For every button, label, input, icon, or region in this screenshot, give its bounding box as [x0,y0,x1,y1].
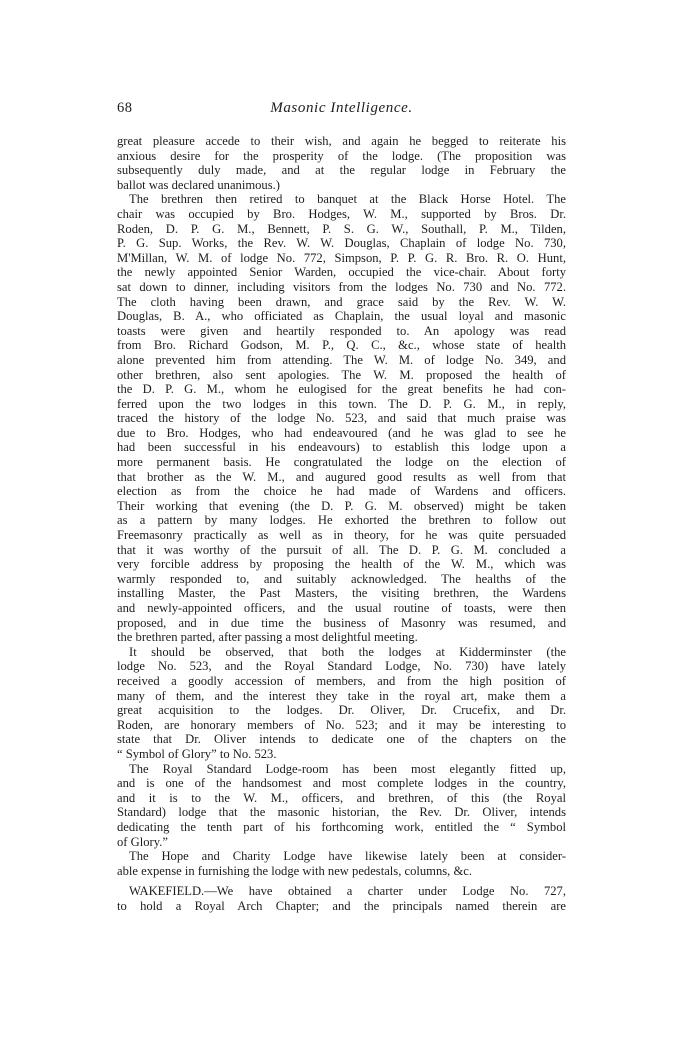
text-line: The Hope and Charity Lodge have likewise lately been at consider- [129,849,566,864]
text-line: dedicating the tenth part of his forthcoming work, entitled the “ Symbol [117,819,566,834]
paragraph-lodge-ballot [117,134,566,192]
text-line: great acquisition to the lodges. Dr. Oliver, Dr. Crucefix, and Dr. [117,703,566,718]
paragraph-royal-standard [117,762,566,850]
paragraph-kidderminster [117,645,566,762]
text-line: Standard) lodge that the masonic historian, the Rev. Dr. Oliver, intends [117,805,566,820]
text-line: Their working that evening (the D. P. G. M. observed) might be taken [117,498,566,513]
text-line: the D. P. G. M., whom he eulogised for the great benefits he had con- [117,382,566,397]
text-line: traced the history of the lodge No. 523, and said that much praise was [117,411,566,426]
paragraph-hope-and-charity [117,849,566,878]
text-line: great pleasure accede to their wish, and again he begged to reiterate his [117,134,566,148]
text-line: P. G. Sup. Works, the Rev. W. W. Douglas, Chaplain of lodge No. 730, [117,236,566,251]
page-number: 68 [117,100,133,116]
text-line: able expense in furnishing the lodge with new pedestals, columns, &c. [117,863,472,878]
text-line: election as from the choice he had made of Wardens and officers. [117,484,566,499]
text-line: ferred upon the two lodges in this town. The D. P. G. M., in reply, [117,396,566,411]
text-line: had been successful in his endeavours) to establish this lodge upon a [117,440,566,455]
text-line: The cloth having been drawn, and grace said by the Rev. W. W. [117,294,566,309]
text-line: state that Dr. Oliver intends to dedicate one of the chapters on the [117,732,566,747]
text-line: chair was occupied by Bro. Hodges, W. M., supported by Bros. Dr. [117,206,566,221]
text-line: that brother as the W. M., and augured good results as well from that [117,469,566,484]
text-line: as a pattern by many lodges. He exhorted the brethren to follow out [117,513,566,528]
text-line: subsequently duly made, and at the regular lodge in February the [117,163,566,178]
text-line: of Glory.” [117,834,168,849]
text-line: sat down to dinner, including visitors from the lodges No. 730 and No. 772. [117,279,566,294]
text-line: other brethren, also sent apologies. The W. M. proposed the health of [117,367,566,382]
text-line: more permanent basis. He congratulated the lodge on the election of [117,455,566,470]
paragraph-banquet [117,192,566,644]
text-line: ballot was declared unanimous.) [117,177,280,192]
text-line: M'Millan, W. M. of lodge No. 772, Simpson, P. P. G. R. Bro. R. O. Hunt, [117,250,566,265]
text-line: installing Master, the Past Masters, the visiting brethren, the Wardens [117,586,566,601]
text-line: and newly-appointed officers, and the usual routine of toasts, were then [117,601,566,615]
text-line: from Bro. Richard Godson, M. P., Q. C., &c., whose state of health [117,338,566,353]
text-line: Roden, are honorary members of No. 523; and it may be interesting to [117,717,566,732]
text-line: anxious desire for the prosperity of the lodge. (The proposition was [117,148,566,163]
text-line: to hold a Royal Arch Chapter; and the principals named therein are [117,898,566,913]
text-line: Douglas, B. A., who officiated as Chaplain, the usual loyal and masonic [117,309,566,324]
running-title: Masonic Intelligence. [270,100,413,116]
text-line: the brethren parted, after passing a most delightful meeting. [117,630,418,645]
text-line: The Royal Standard Lodge-room has been most elegantly fitted up, [129,761,566,776]
text-line: The brethren then retired to banquet at the Black Horse Hotel. The [129,192,566,207]
running-head [117,100,566,122]
text-line: and is one of the handsomest and most complete lodges in the country, [117,776,566,791]
paragraph-wakefield [117,884,566,913]
text-line: many of them, and the interest they take in the royal art, make them a [117,688,566,703]
text-line: Freemasonry practically as well as in theory, for he was quite persuaded [117,528,566,543]
text-line: warmly responded to, and suitably acknowledged. The healths of the [117,571,566,586]
text-line: that it was worthy of the pursuit of all. The D. P. G. M. concluded a [117,542,566,557]
text-line: “ Symbol of Glory” to No. 523. [117,746,277,761]
text-line: proposed, and in due time the business of Masonry was resumed, and [117,615,566,630]
text-line: lodge No. 523, and the Royal Standard Lodge, No. 730) have lately [117,659,566,674]
article-body [117,134,566,913]
text-line: due to Bro. Hodges, who had endeavoured (and he was glad to see he [117,425,566,440]
text-line: and it is to the W. M., officers, and brethren, of this (the Royal [117,790,566,805]
text-line: the newly appointed Senior Warden, occupied the vice-chair. About forty [117,265,566,280]
text-line: very forcible address by proposing the health of the W. M., which was [117,557,566,572]
text-line: Roden, D. P. G. M., Bennett, P. S. G. W., Southall, P. M., Tilden, [117,221,566,236]
text-line: received a goodly accession of members, and from the high position of [117,673,566,688]
text-line: It should be observed, that both the lodges at Kidderminster (the [129,644,566,659]
text-line: alone prevented him from attending. The W. M. of lodge No. 349, and [117,352,566,367]
text-line: toasts were given and heartily responded to. An apology was read [117,323,566,338]
text-line: WAKEFIELD.—We have obtained a charter under Lodge No. 727, [129,884,566,899]
